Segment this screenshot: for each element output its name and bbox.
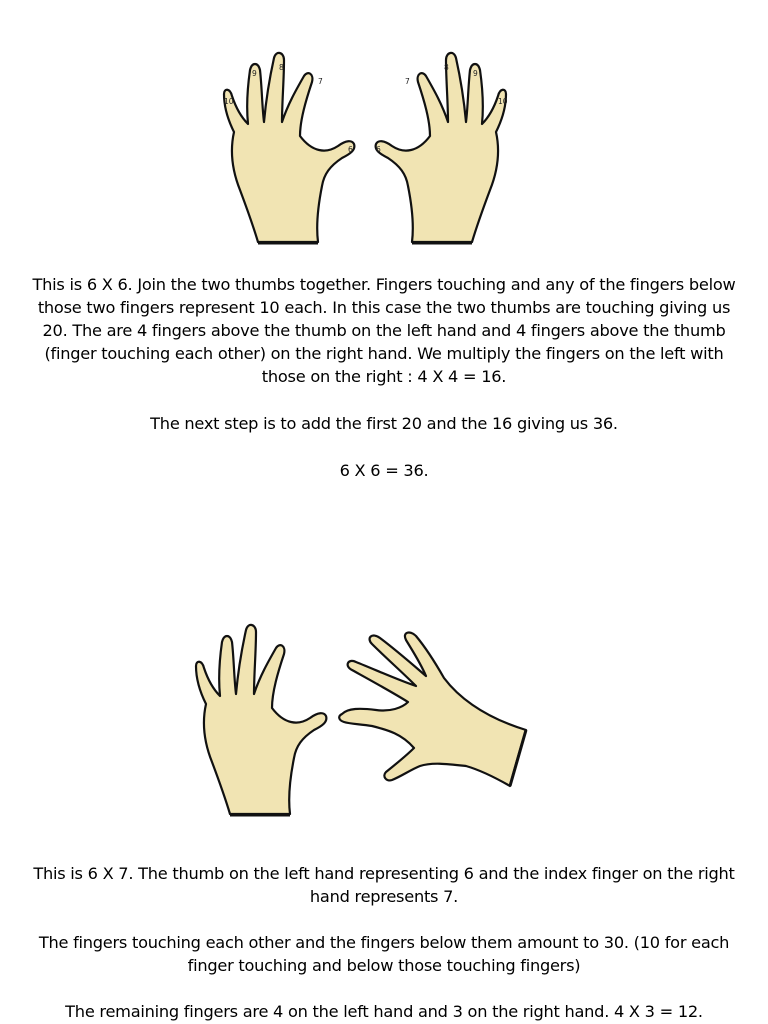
- left-hand: [196, 625, 326, 815]
- paragraph-6x6-result: 6 X 6 = 36.: [339, 461, 429, 480]
- finger-number: 8: [444, 63, 449, 72]
- hands-6x7-illustration: [180, 620, 540, 820]
- paragraph-remaining-fingers: The remaining fingers are 4 on the left hand and 3 on the right hand. 4 X 3 = 12.: [65, 1002, 703, 1021]
- finger-number: 7: [318, 77, 323, 86]
- finger-number: 10: [224, 97, 234, 106]
- paragraph-touching-fingers: The fingers touching each other and the fingers below them amount to 30. (10 for each finger touching and below those touching fingers): [38, 933, 730, 975]
- right-hand: [376, 53, 508, 243]
- finger-number: 6: [348, 145, 353, 154]
- left-hand: [224, 53, 354, 243]
- finger-number: 8: [279, 63, 284, 72]
- finger-number: 6: [376, 145, 381, 154]
- paragraph-6x6-explanation: This is 6 X 6. Join the two thumbs together. Fingers touching and any of the fingers below those two fingers represent 10 each. In this case the two thumbs are touching giving us 20. The are 4 fingers above the thumb on the left hand and 4 fingers above the thumb (finger touching each other) on the right hand. We multiply the fingers on the left with those on the right : 4 X 4 = 16.: [32, 275, 736, 386]
- finger-number: 9: [252, 69, 257, 78]
- paragraph-6x7-explanation: This is 6 X 7. The thumb on the left hand representing 6 and the index finger on the right hand represents 7.: [33, 864, 735, 906]
- hands-6x6-illustration: [200, 40, 530, 250]
- paragraph-add-step: The next step is to add the first 20 and the 16 giving us 36.: [150, 414, 618, 433]
- finger-number: 7: [405, 77, 410, 86]
- finger-number: 9: [473, 69, 478, 78]
- finger-number: 10: [498, 97, 508, 106]
- right-hand-sideways: [339, 633, 526, 786]
